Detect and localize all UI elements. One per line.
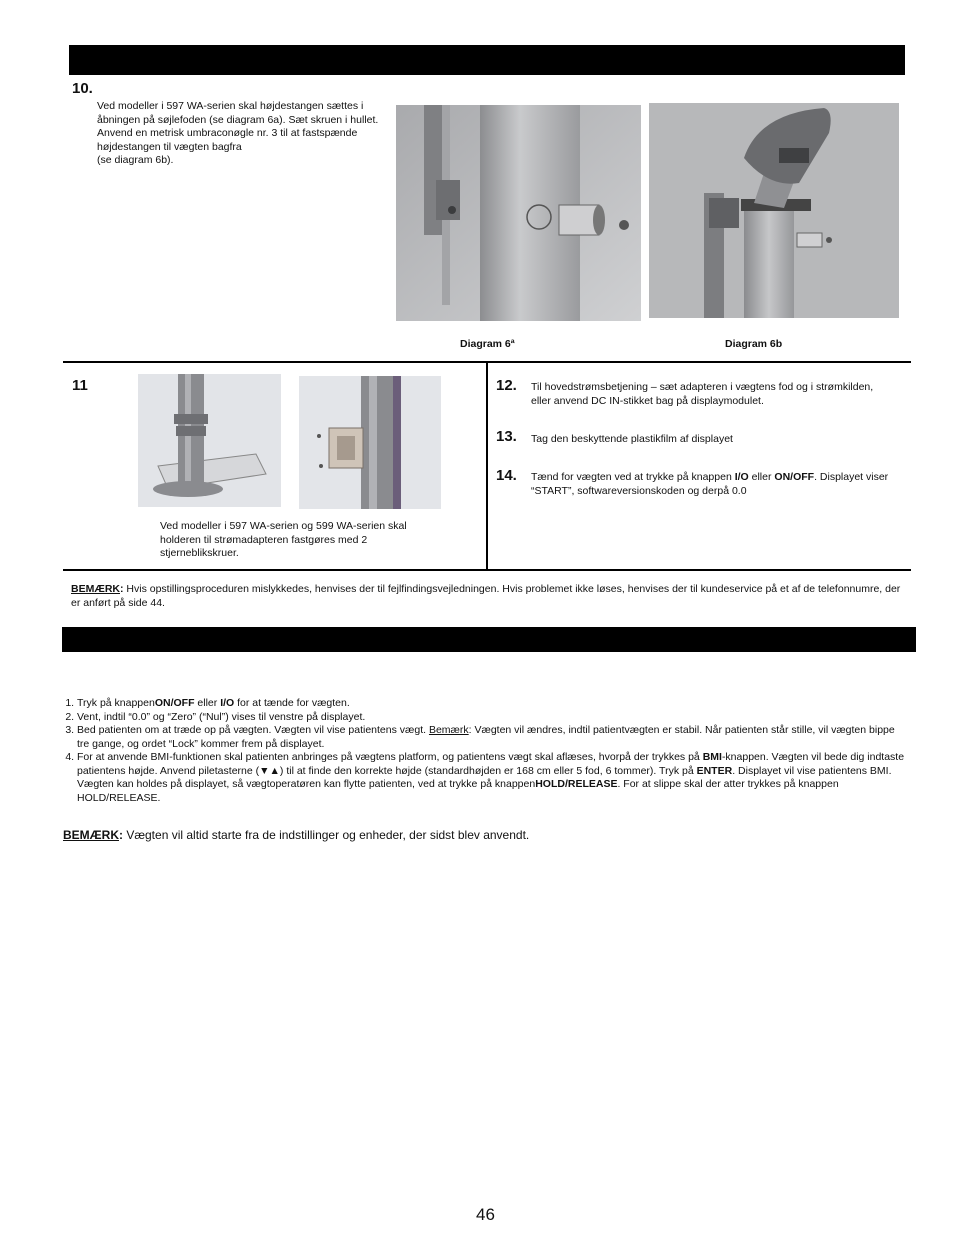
- step-11-image-left: [138, 374, 281, 507]
- note-troubleshooting: BEMÆRK: Hvis opstillingsproceduren mislykkedes, henvises der til fejlfindingsvejledningen. Hvis problemet ikke løses, henvises der til kundeservice på et af de telefonnumre, der er anført på side 44.: [71, 583, 901, 609]
- step-14-text: Tænd for vægten ved at trykke på knappen I/O eller ON/OFF. Displayet viser “START”, softwareversionskoden og derpå 0.0: [531, 471, 889, 497]
- list-item: 1. Tryk på knappenON/OFF eller I/O for at tænde for vægten.: [77, 697, 905, 711]
- diagram-6a-caption: Diagram 6ª: [460, 338, 515, 350]
- step-11-image-right: [299, 376, 441, 509]
- diagram-6a-image: [396, 105, 641, 321]
- step-11-number: 11: [72, 377, 88, 394]
- list-item: 2. Vent, indtil “0.0” og “Zero” (“Nul”) vises til venstre på displayet.: [77, 711, 905, 725]
- step-14-number: 14.: [496, 467, 517, 484]
- box-middle-rule: [486, 362, 488, 570]
- step-13-text: Tag den beskyttende plastikfilm af displayet: [531, 433, 733, 445]
- step-11-text: Ved modeller i 597 WA-serien og 599 WA-serien skal holderen til strømadapteren fastgøres med 2 stjerneblikskruer.: [160, 520, 407, 559]
- step-12-number: 12.: [496, 377, 517, 394]
- note-settings: BEMÆRK: Vægten vil altid starte fra de indstillinger og enheder, der sidst blev anvendt.: [63, 828, 530, 842]
- section-header-bar-operation: [62, 627, 916, 652]
- step-10-text: Ved modeller i 597 WA-serien skal højdestangen sættes i åbningen på søjlefoden (se diagram 6a). Sæt skruen i hullet. Anvend en metrisk umbraconøgle nr. 3 til at fastspænde højdestangen til vægten bagfra (se diagram 6b).: [97, 100, 379, 166]
- list-item: 4. For at anvende BMI-funktionen skal patienten anbringes på vægtens platform, og patientens vægt skal aflæses, hvorpå der trykkes på BMI-knappen. Vægten vil bede dig indtaste patientens højde. Anvend piletasterne (▼▲) til at finde den korrekte højde (standardhøjden er 168 cm eller 5 fod, 6 tommer). Tryk på ENTER. Displayet vil vise patientens BMI. Vægten kan holdes på displayet, så vægtoperatøren kan flytte patienten, ved at trykke på knappenHOLD/RELEASE. For at slippe skal der atter trykkes på knappen HOLD/RELEASE.: [77, 751, 905, 805]
- step-12-text: Til hovedstrømsbetjening – sæt adapteren i vægtens fod og i strømkilden, eller anvend DC IN-stikket bag på displaymodulet.: [531, 381, 874, 407]
- list-item: 3. Bed patienten om at træde op på vægten. Vægten vil vise patientens vægt. Bemærk: Vægten vil ændres, indtil patientvægten er stabil. Når patienten står stille, vil vægten bippe tre gange, og ordet “Lock” kommer frem på displayet.: [77, 724, 905, 751]
- diagram-6b-caption: Diagram 6b: [725, 338, 783, 350]
- page-number: 46: [476, 1205, 495, 1224]
- section-header-bar-top: [69, 45, 905, 75]
- step-10-number: 10.: [72, 80, 93, 97]
- diagram-6b-image: [649, 103, 899, 318]
- step-13-number: 13.: [496, 428, 517, 445]
- operation-steps-list: [63, 697, 905, 805]
- box-bottom-rule: [63, 569, 911, 571]
